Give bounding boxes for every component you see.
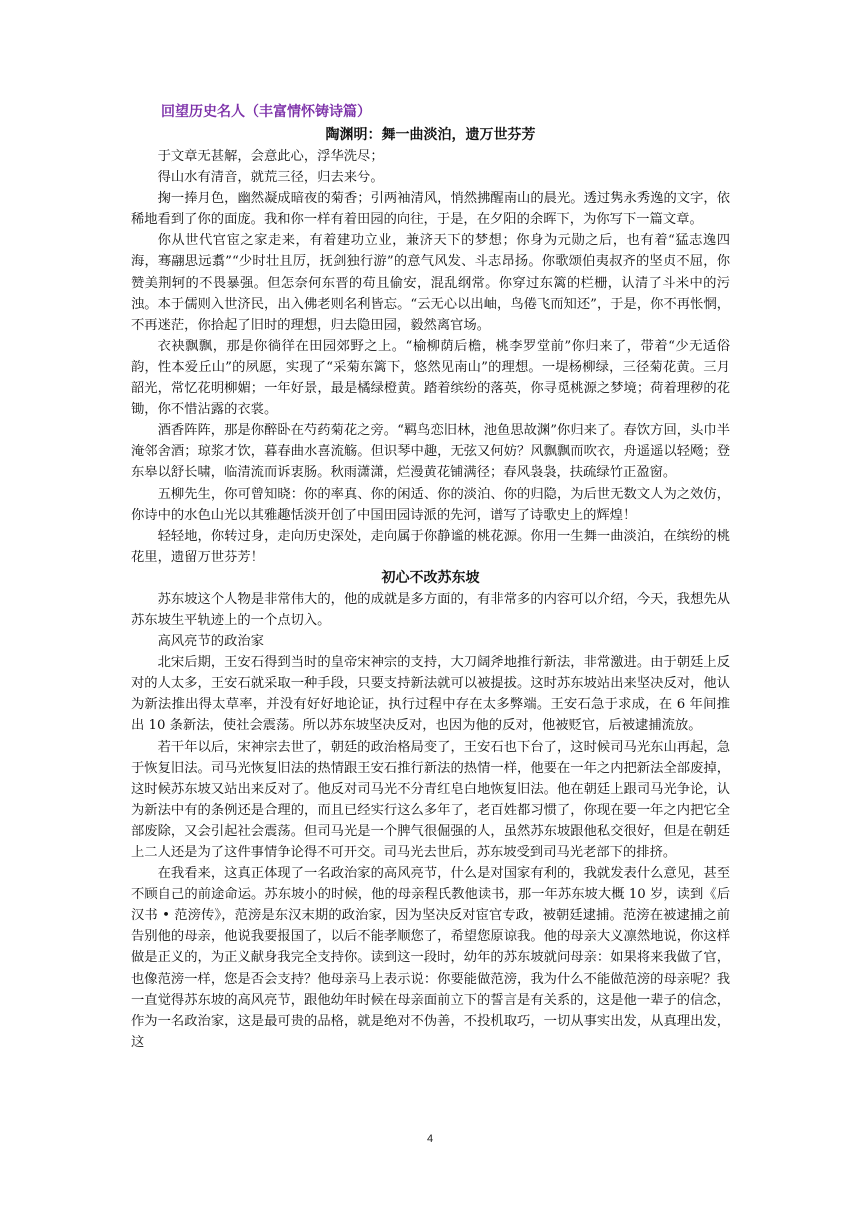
paragraph: 你从世代官宦之家走来，有着建功立业，兼济天下的梦想；你身为元勋之后，也有着“猛志逸四海，骞翮思远翥”“少时壮且厉，抚剑独行游”的意气风发、斗志昂扬。你歌颂伯夷叔齐的坚贞不屈，你赞美荆轲的不畏暴强。但怎奈何东晋的苟且偷安，混乱纲常。你穿过东篱的栏栅，认清了斗米中的污浊。本于儒则入世济民，出入佛老则名利皆忘。“云无心以出岫，鸟倦飞而知还”，于是，你不再怅惘，不再迷茫，你拾起了旧时的理想，归去隐田园，毅然离官场。 — [131, 233, 730, 333]
article-su-dongpo — [131, 568, 730, 1053]
paragraph: 轻轻地，你转过身，走向历史深处，走向属于你静谧的桃花源。你用一生舞一曲淡泊，在缤纷的桃花里，遗留万世芬芳！ — [131, 528, 730, 565]
paragraph: 五柳先生，你可曾知晓：你的率真、你的闲适、你的淡泊、你的归隐，为后世无数文人为之效仿，你诗中的水色山光以其雅趣恬淡开创了中国田园诗派的先河，谱写了诗歌史上的辉煌！ — [131, 486, 730, 523]
article-tao-yuanming — [131, 125, 730, 568]
paragraph: 北宋后期，王安石得到当时的皇帝宋神宗的支持，大刀阔斧地推行新法，非常激进。由于朝廷上反对的人太多，王安石就采取一种手段，只要支持新法就可以被提拔。这时苏东坡站出来坚决反对，他认为新法推出得太草率，并没有好好地论证，执行过程中存在太多弊端。王安石急于求成，在 6 年间推出 10 条新法，使社会震荡。所以苏东坡坚决反对，也因为他的反对，他被贬官，后被逮捕流放。 — [131, 655, 730, 734]
article-title: 陶渊明：舞一曲淡泊，遗万世芬芳 — [325, 127, 536, 143]
paragraph: 掬一捧月色，幽然凝成暗夜的菊香；引两袖清风，悄然拂醒南山的晨光。透过隽永秀逸的文字，依稀地看到了你的面庞。我和你一样有着田园的向往，于是，在夕阳的余晖下，为你写下一篇文章。 — [131, 191, 730, 228]
paragraph: 于文章无甚解，会意此心，浮华洗尽； — [157, 149, 384, 164]
paragraph: 衣袂飘飘，那是你徜徉在田园郊野之上。“榆柳荫后檐，桃李罗堂前”你归来了，带着“少无适俗韵，性本爱丘山”的夙愿，实现了“采菊东篱下，悠然见南山”的理想。一堤杨柳绿，三径菊花黄。三月韶光，常忆花明柳媚；一年好景，最是橘绿橙黄。踏着缤纷的落英，你寻觅桃源之梦境；荷着理秽的花锄，你不惜沾露的衣裳。 — [131, 338, 730, 418]
page-number: 4 — [426, 1133, 434, 1145]
section-title: 回望历史名人（丰富情怀铸诗篇） — [161, 104, 371, 120]
article-title: 初心不改苏东坡 — [381, 569, 480, 586]
subheading: 高风亮节的政治家 — [157, 634, 264, 650]
paragraph: 在我看来，这真正体现了一名政治家的高风亮节，什么是对国家有利的，我就发表什么意见，甚至不顾自己的前途命运。苏东坡小的时候，他的母亲程氏教他读书，那一年苏东坡大概 10 岁，读到《后汉书 • 范滂传》，范滂是东汉末期的政治家，因为坚决反对宦官专政，被朝廷逮捕。范滂在被逮捕之前告别他的母亲，他说我要报国了，以后不能孝顺您了，希望您原谅我。他的母亲大义凛然地说，你这样做是正义的，为正义献身我完全支持你。读到这一段时，幼年的苏东坡就问母亲：如果将来我做了官，也像范滂一样，您是否会支持？他母亲马上表示说：你要能做范滂，我为什么不能做范滂的母亲呢？我一直觉得苏东坡的高风亮节，跟他幼年时候在母亲面前立下的誓言是有关系的，这是他一辈子的信念，作为一名政治家，这是最可贵的品格，就是绝对不伪善，不投机取巧，一切从事实出发，从真理出发，这 — [131, 866, 730, 1050]
paragraph: 若干年以后，宋神宗去世了，朝廷的政治格局变了，王安石也下台了，这时候司马光东山再起，急于恢复旧法。司马光恢复旧法的热情跟王安石推行新法的热情一样，他要在一年之内把新法全部废掉，这时候苏东坡又站出来反对了。他反对司马光不分青红皂白地恢复旧法。他在朝廷上跟司马光争论，认为新法中有的条例还是合理的，而且已经实行这么多年了，老百姓都习惯了，你现在要一年之内把它全部废除，又会引起社会震荡。但司马光是一个脾气很倔强的人，虽然苏东坡跟他私交很好，但是在朝廷上二人还是为了这件事情争论得不可开交。司马光去世后，苏东坡受到司马光老部下的排挤。 — [131, 739, 730, 860]
paragraph: 苏东坡这个人物是非常伟大的，他的成就是多方面的，有非常多的内容可以介绍，今天，我想先从苏东坡生平轨迹上的一个点切入。 — [131, 591, 730, 628]
paragraph: 酒香阵阵，那是你醉卧在芍药菊花之旁。“羁鸟恋旧林，池鱼思故渊”你归来了。春饮方回，头巾半淹邻舍酒；琼浆才饮，暮春曲水喜流觞。但识琴中趣，无弦又何妨？风飘飘而吹衣，舟遥遥以轻飏；登东皋以舒长啸，临清流而诉衷肠。秋雨潇潇，烂漫黄花铺满径；春风袅袅，扶疏绿竹正盈窗。 — [131, 423, 730, 481]
paragraph: 得山水有清音，就荒三径，归去来兮。 — [157, 170, 384, 186]
